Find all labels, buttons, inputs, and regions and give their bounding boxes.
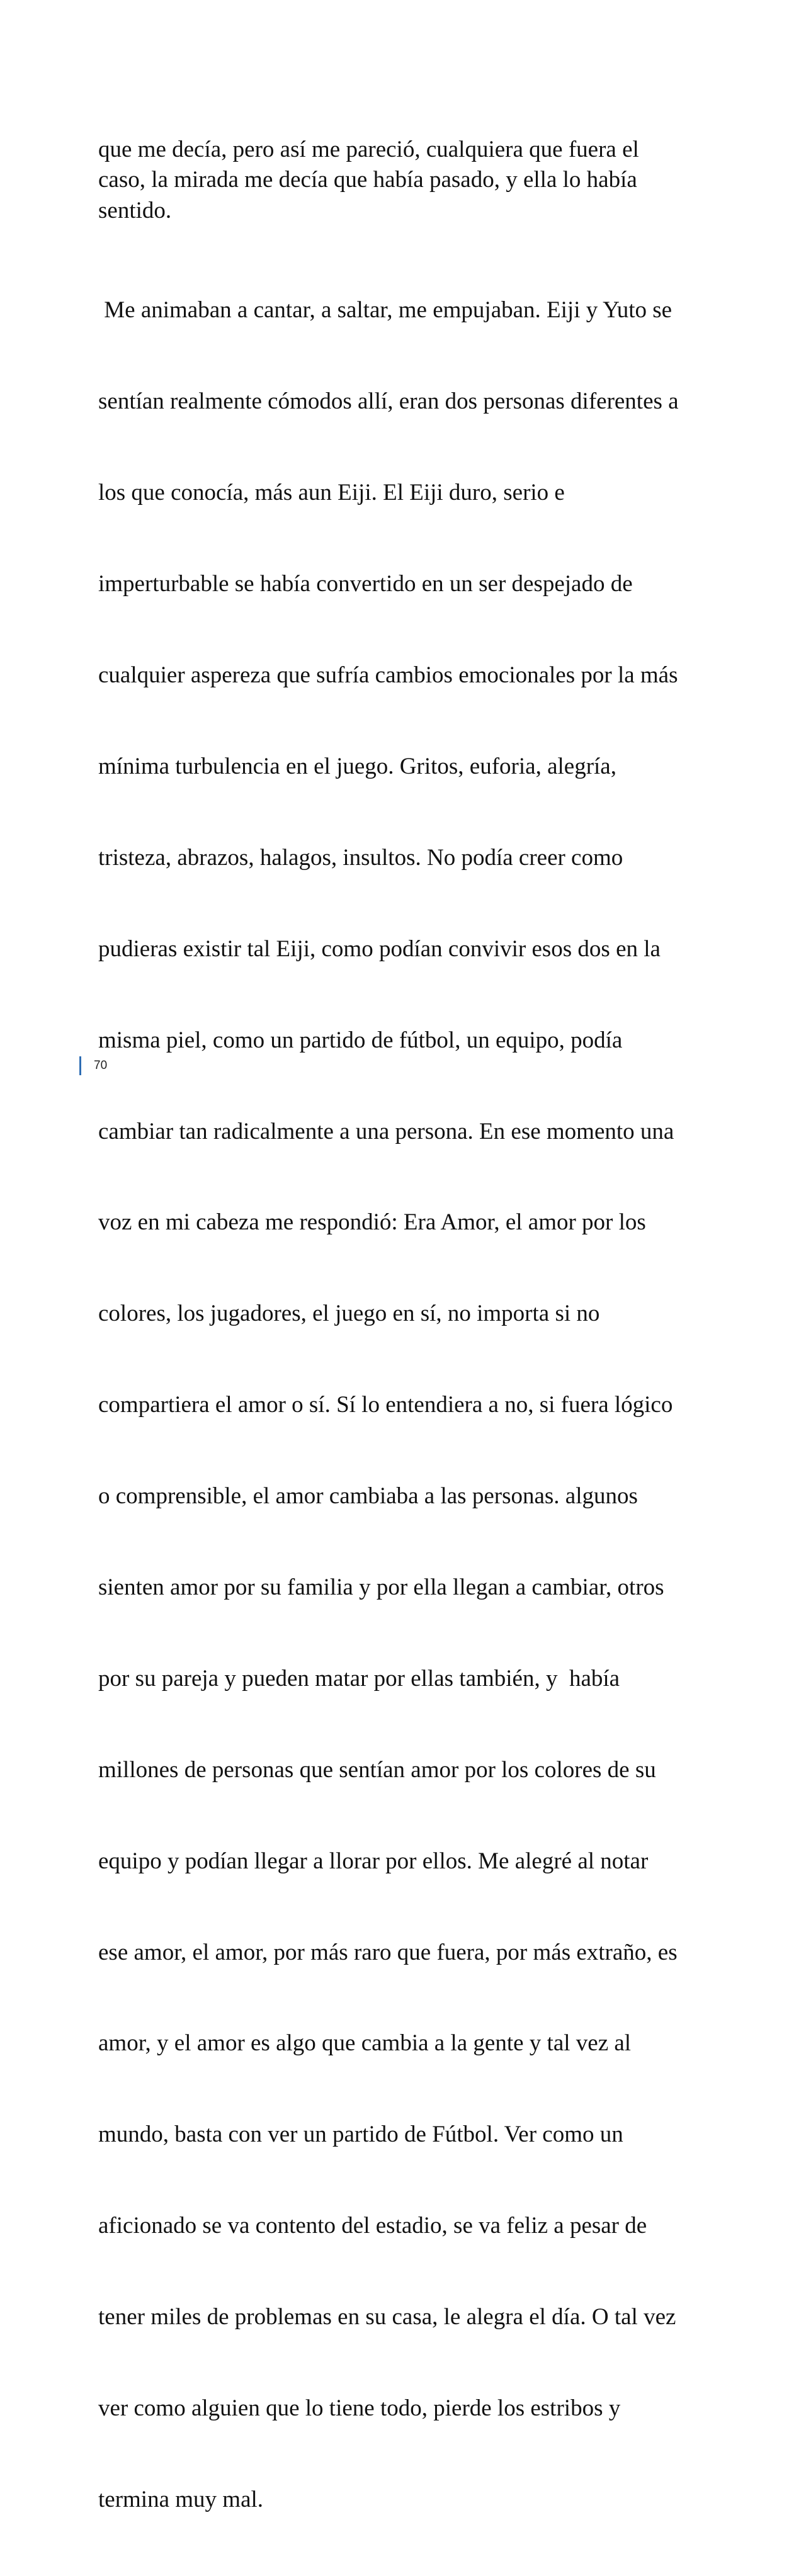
footer-accent-bar	[79, 1056, 81, 1075]
text-line: que me decía, pero así me pareció, cualquiera que fuera el	[98, 137, 639, 162]
text-line: cualquier aspereza que sufría cambios emocionales por la más	[98, 662, 678, 689]
text-line: aficionado se va contento del estadio, se va feliz a pesar de	[98, 2213, 647, 2239]
text-line: amor, y el amor es algo que cambia a la gente y tal vez al	[98, 2030, 632, 2057]
paragraph-1	[98, 135, 728, 226]
text-line: mínima turbulencia en el juego. Gritos, euforia, alegría,	[98, 753, 616, 779]
text-line: caso, la mirada me decía que había pasado, y ella lo había	[98, 167, 637, 193]
text-line: misma piel, como un partido de fútbol, un equipo, podía	[98, 1027, 623, 1053]
text-line: ese amor, el amor, por más raro que fuera, por más extraño, es	[98, 1939, 678, 1965]
text-line: sentido.	[98, 197, 172, 223]
text-line: colores, los jugadores, el juego en sí, no importa si no	[98, 1301, 600, 1327]
text-line: sienten amor por su familia y por ella llegan a cambiar, otros	[98, 1574, 664, 1600]
text-line: tener miles de problemas en su casa, le alegra el día. O tal vez	[98, 2304, 676, 2330]
text-line: imperturbable se había convertido en un ser despejado de	[98, 571, 633, 597]
text-line: voz en mi cabeza me respondió: Era Amor, el amor por los	[98, 1209, 646, 1236]
text-line: cambiar tan radicalmente a una persona. En ese momento una	[98, 1118, 674, 1144]
paragraph-2	[98, 235, 728, 2576]
body-text	[98, 135, 728, 2576]
text-line: pudieras existir tal Eiji, como podían convivir esos dos en la	[98, 935, 661, 962]
text-line: Me animaban a cantar, a saltar, me empujaban. Eiji y Yuto se	[98, 297, 673, 324]
text-line: por su pareja y pueden matar por ellas también, y había	[98, 1665, 620, 1692]
text-line: sentían realmente cómodos allí, eran dos personas diferentes a	[98, 388, 679, 415]
text-line: compartiera el amor o sí. Sí lo entendiera a no, si fuera lógico	[98, 1392, 673, 1418]
text-line: o comprensible, el amor cambiaba a las personas. algunos	[98, 1483, 638, 1510]
text-line: equipo y podían llegar a llorar por ellos. Me alegré al notar	[98, 1848, 649, 1874]
page-number: 70	[94, 1059, 108, 1072]
text-line: ver como alguien que lo tiene todo, pierde los estribos y	[98, 2395, 621, 2421]
text-line: millones de personas que sentían amor por los colores de su	[98, 1756, 656, 1783]
text-line: termina muy mal.	[98, 2486, 264, 2512]
text-line: los que conocía, más aun Eiji. El Eiji duro, serio e	[98, 480, 565, 506]
page-footer	[79, 1056, 107, 1076]
text-line: mundo, basta con ver un partido de Fútbol. Ver como un	[98, 2121, 623, 2148]
text-line: tristeza, abrazos, halagos, insultos. No podía creer como	[98, 844, 623, 871]
